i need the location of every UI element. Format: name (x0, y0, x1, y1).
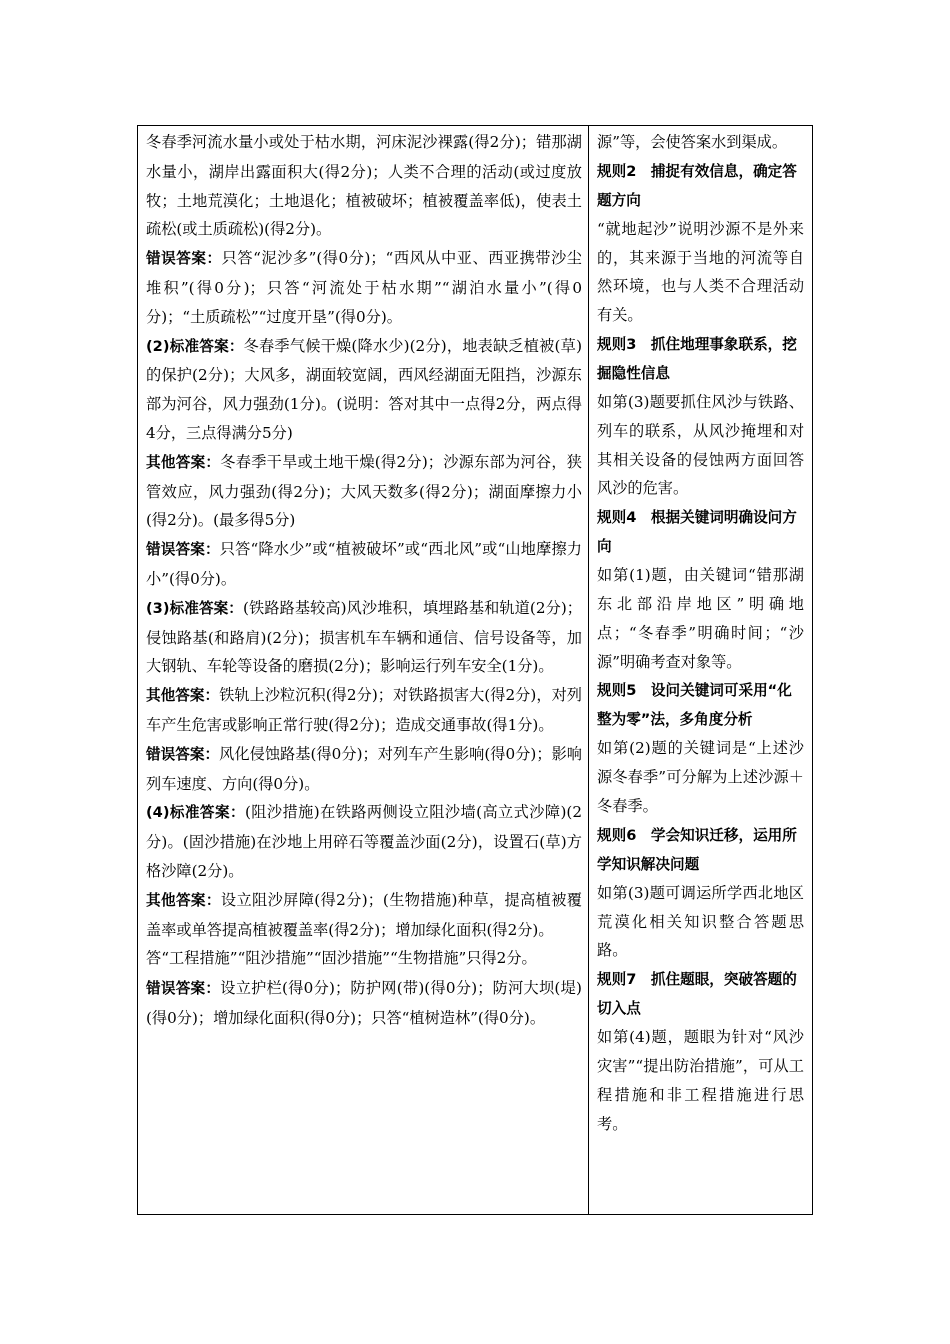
rule-title: 规则7 抓住题眼，突破答题的切入点 (597, 971, 797, 1018)
rule-title: 规则5 设问关键词可采用“化整为零”法，多角度分析 (597, 682, 792, 729)
answer-paragraph: 其他答案：设立阻沙屏障(得2分)；(生物措施)种草，提高植被覆盖率或单答提高植被覆盖率(得2分)；增加绿化面积(得2分)。 (146, 890, 582, 939)
answer-paragraph: 错误答案：只答“泥沙多”(得0分)；“西风从中亚、西亚携带沙尘堆积”(得0分)；只答“河流处于枯水期”“湖泊水量小”(得0分)；“土质疏松”“过度开垦”(得0分)。 (146, 249, 582, 326)
rule-text: 如第(2)题的关键词是“上述沙源冬春季”可分解为上述沙源＋冬春季。 (597, 739, 804, 815)
rules-column (589, 126, 812, 1214)
answer-paragraph: (2)标准答案：冬春季气候干燥(降水少)(2分)，地表缺乏植被(草)的保护(2分)；大风多，湖面较宽阔，西风经湖面无阻挡，沙源东部为河谷，风力强劲(1分)。(说明：答对其中一点得2分，两点得4分，三点得满分5分) (146, 336, 582, 442)
rule-text: 如第(4)题，题眼为针对“风沙灾害”“提出防治措施”，可从工程措施和非工程措施进行思考。 (597, 1028, 804, 1133)
rule-text: 如第(3)题可调运所学西北地区荒漠化相关知识整合答题思路。 (597, 883, 804, 960)
rule-text: “就地起沙”说明沙源不是外来的，其来源于当地的河流等自然环境，也与人类不合理活动有关。 (597, 219, 804, 325)
rule-title: 规则2 捕捉有效信息，确定答题方向 (597, 162, 797, 209)
answer-paragraph: 冬春季河流水量小或处于枯水期，河床泥沙裸露(得2分)；错那湖水量小，湖岸出露面积大(得2分)；人类不合理的活动(或过度放牧；土地荒漠化；土地退化；植被破坏；植被覆盖率低)，使表土疏松(或土质疏松)(得2分)。 (146, 133, 582, 239)
answer-paragraph: 其他答案：铁轨上沙粒沉积(得2分)；对铁路损害大(得2分)，对列车产生危害或影响正常行驶(得2分)；造成交通事故(得1分)。 (146, 686, 582, 734)
answer-paragraph: 其他答案：冬春季干旱或土地干燥(得2分)；沙源东部为河谷，狭管效应，风力强劲(得2分)；大风天数多(得2分)；湖面摩擦力小(得2分)。(最多得5分) (146, 452, 582, 530)
rule-text: 如第(1)题，由关键词“错那湖东北部沿岸地区”明确地点；“冬春季”明确时间；“沙源”明确考查对象等。 (597, 566, 804, 671)
rule-title: 规则4 根据关键词明确设问方向 (597, 509, 797, 556)
rule-title: 规则3 抓住地理事象联系，挖掘隐性信息 (597, 335, 797, 382)
rule-text: 如第(3)题要抓住风沙与铁路、列车的联系，从风沙掩埋和对其相关设备的侵蚀两方面回答风沙的危害。 (597, 392, 804, 498)
answer-paragraph: 错误答案：只答“降水少”或“植被破坏”或“西北风”或“山地摩擦力小”(得0分)。 (146, 540, 582, 588)
answers-column (138, 126, 589, 1214)
answer-table (137, 125, 813, 1215)
answer-paragraph: (4)标准答案：(阻沙措施)在铁路两侧设立阻沙墙(高立式沙障)(2分)。(固沙措施)在沙地上用碎石等覆盖沙面(2分)，设置石(草)方格沙障(2分)。 (146, 803, 582, 880)
answer-paragraph: (3)标准答案：(铁路路基较高)风沙堆积，填埋路基和轨道(2分)；侵蚀路基(和路肩)(2分)；损害机车车辆和通信、信号设备等，加大钢轨、车轮等设备的磨损(2分)；影响运行列车安全(1分)。 (146, 598, 582, 676)
rule-title: 规则6 学会知识迁移，运用所学知识解决问题 (597, 826, 797, 873)
rule-text: 源”等，会使答案水到渠成。 (597, 133, 788, 151)
answer-paragraph: 错误答案：风化侵蚀路基(得0分)；对列车产生影响(得0分)；影响列车速度、方向(得0分)。 (146, 744, 582, 793)
answer-paragraph: 答“工程措施”“阻沙措施”“固沙措施”“生物措施”只得2分。 (146, 949, 537, 968)
answer-paragraph: 错误答案：设立护栏(得0分)；防护网(带)(得0分)；防河大坝(堤)(得0分)；增加绿化面积(得0分)；只答“植树造林”(得0分)。 (146, 979, 582, 1027)
